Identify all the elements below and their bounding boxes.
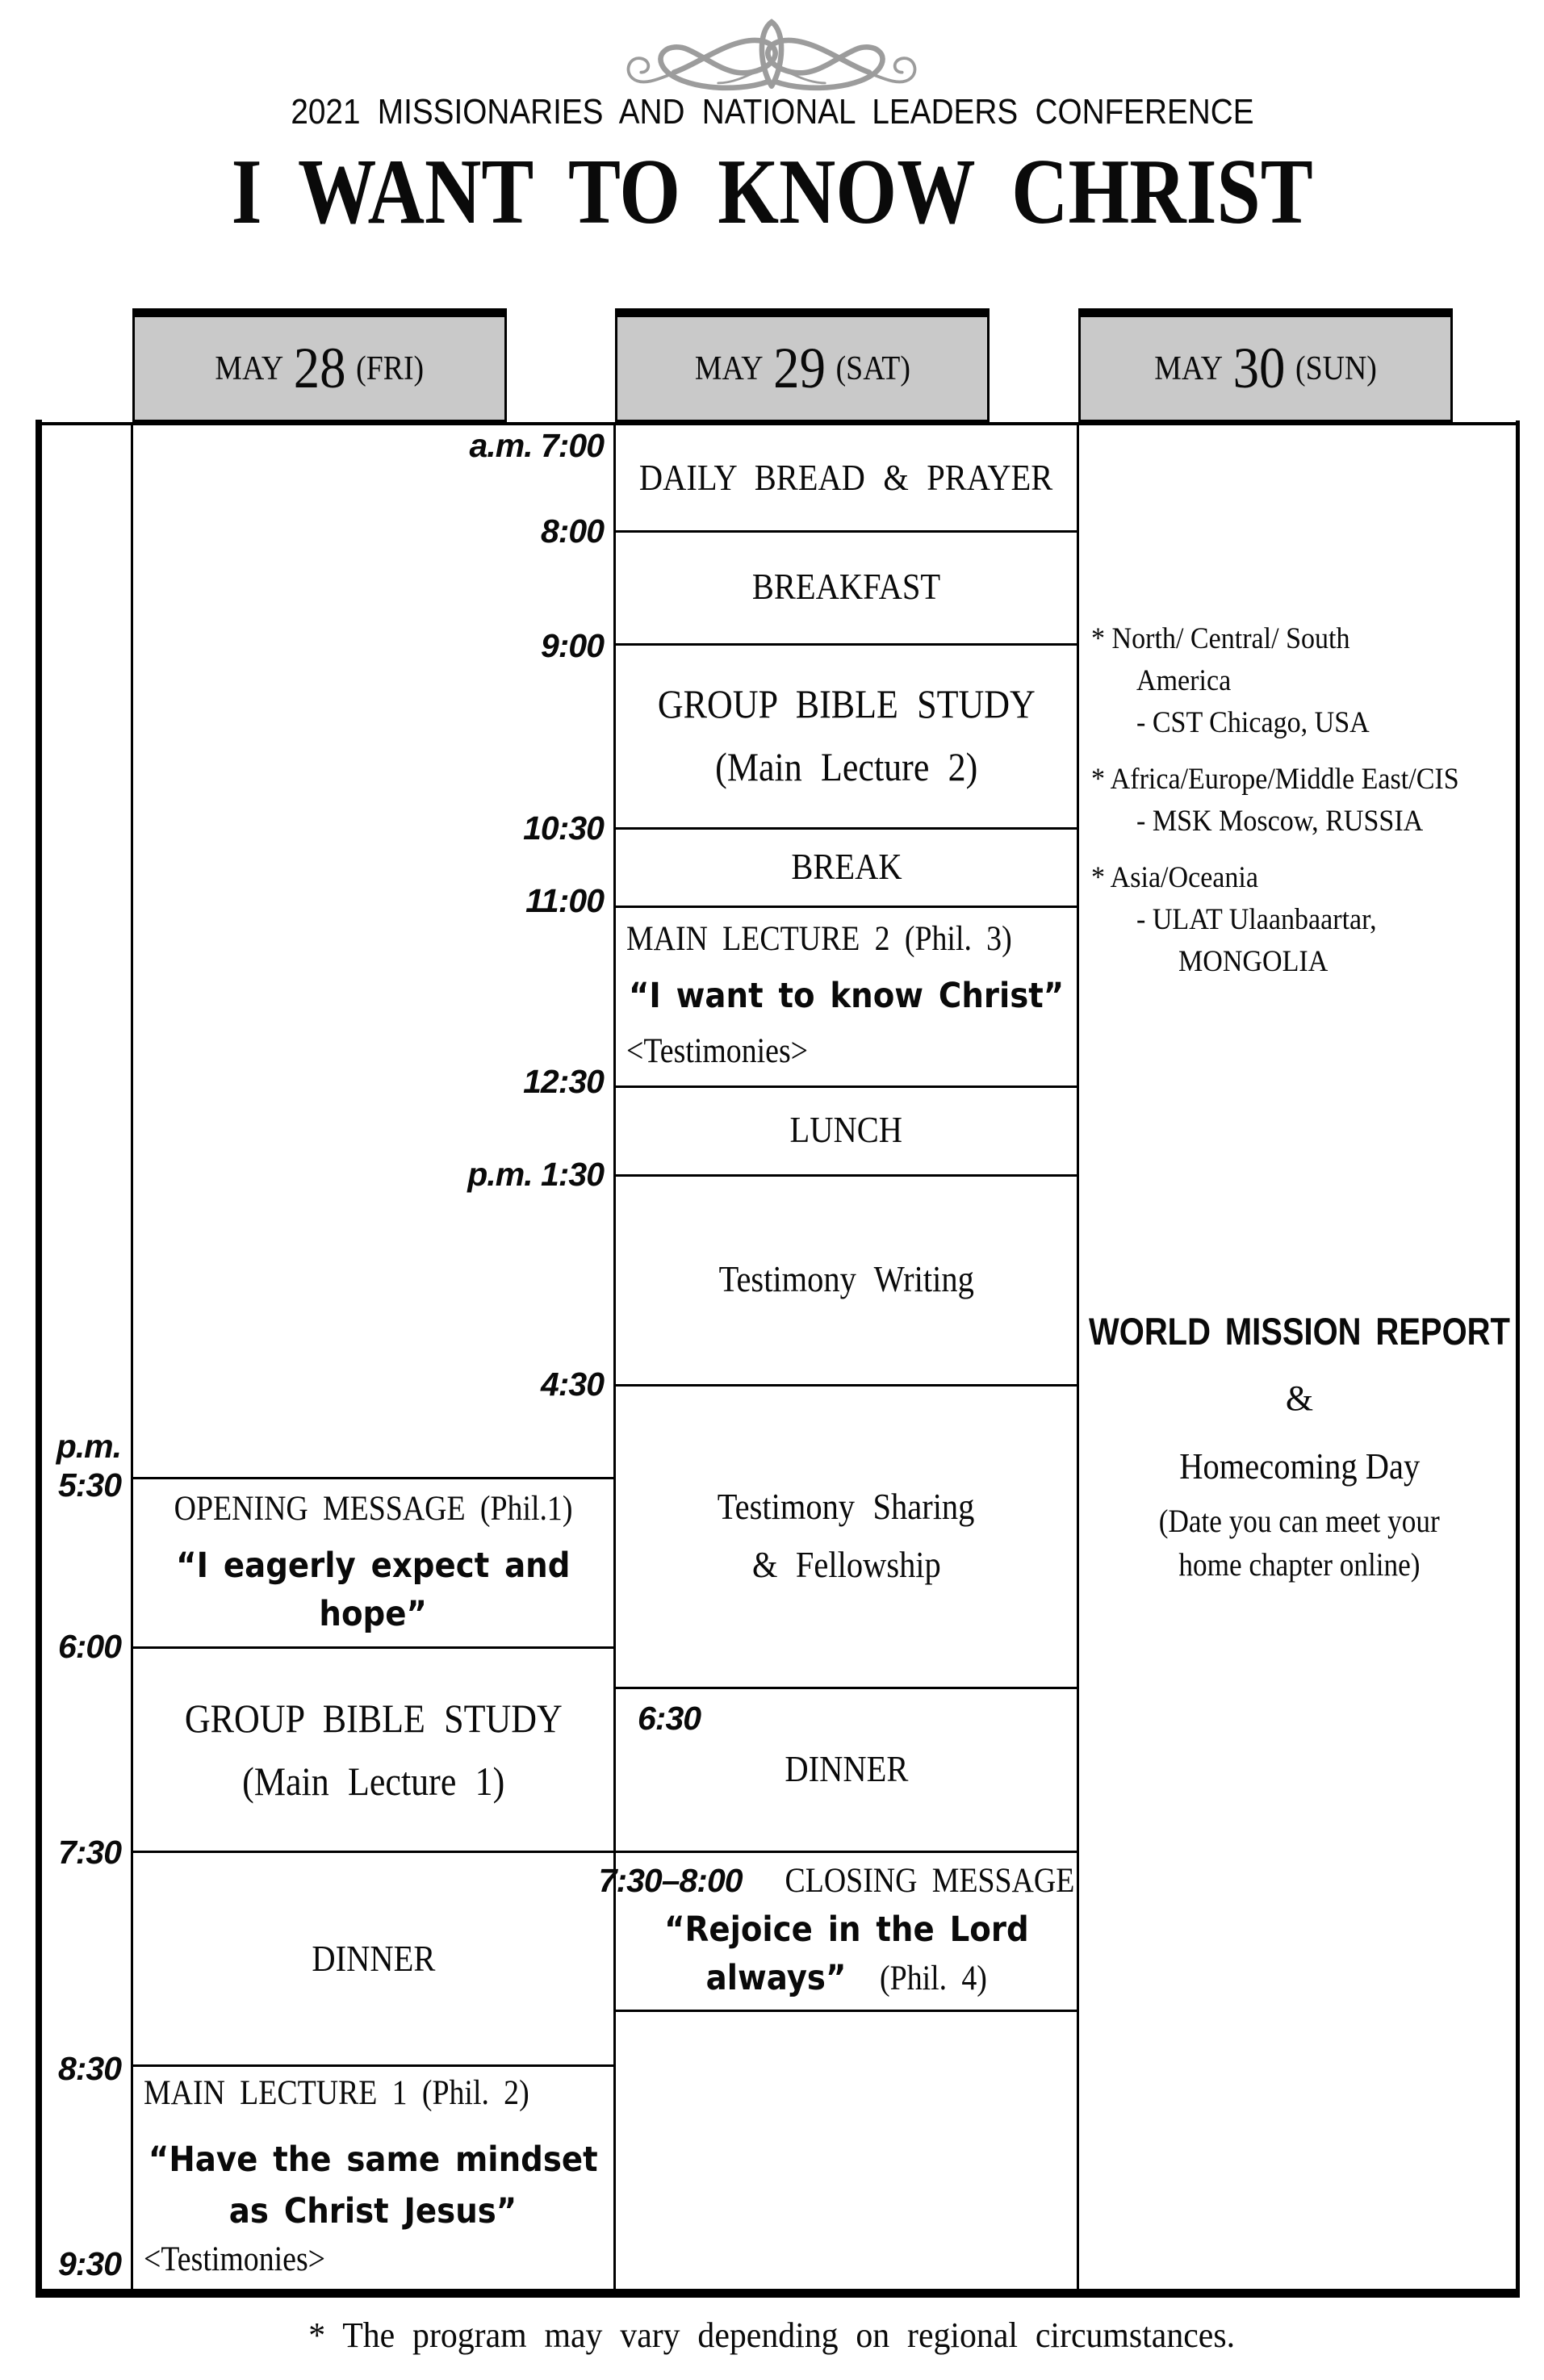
event-quote-end: hope” (319, 1594, 428, 1634)
day-number: 29 (772, 336, 826, 400)
cell-main-lecture-2 (615, 907, 1077, 1084)
day-weekday: (FRI) (356, 349, 425, 387)
day-number: 28 (293, 336, 346, 400)
event-label: BREAK (790, 845, 902, 887)
event-label: CLOSING MESSAGE (785, 1862, 1074, 1900)
time-label-830: 8:30 (57, 2050, 121, 2087)
event-label: Testimony Writing (718, 1258, 974, 1299)
event-label: DINNER (785, 1747, 908, 1789)
time-label-600: 6:00 (57, 1628, 121, 1665)
event-label: BREAKFAST (751, 566, 941, 607)
day-weekday: (SUN) (1295, 349, 1377, 387)
cell-break (615, 829, 1077, 904)
event-sublabel: Homecoming Day (1179, 1445, 1420, 1487)
cell-dinner-may29 (615, 1688, 1077, 1849)
ampersand: & (1285, 1378, 1314, 1418)
day-month: MAY (694, 349, 764, 387)
closing-heading (599, 1859, 1094, 1904)
event-label: WORLD MISSION REPORT (1089, 1310, 1510, 1353)
time-label-730: 7:30 (57, 1834, 121, 1871)
day-header-label (215, 335, 425, 402)
event-note-line1: (Date you can meet your (1159, 1503, 1440, 1539)
table-bottom-border (36, 2289, 1520, 2298)
event-sublabel: (Main Lecture 2) (714, 744, 978, 789)
time-label-730-800: 7:30–8:00 (598, 1862, 743, 1899)
timezone-city: - CST Chicago, USA (1136, 706, 1370, 739)
time-label-1100: 11:00 (525, 882, 604, 919)
closing-quote-line2 (698, 1955, 994, 2001)
event-quote-end: always” (706, 1958, 847, 1998)
table-left-border (36, 420, 42, 2298)
event-label: OPENING MESSAGE (Phil.1) (174, 1490, 573, 1528)
day-header-label (1154, 335, 1377, 402)
cell-lunch (615, 1087, 1077, 1173)
day-month: MAY (215, 349, 284, 387)
time-label-pm-130: p.m. 1:30 (467, 1156, 604, 1193)
flourish-ornament-icon (600, 11, 943, 95)
conference-subtitle: 2021 MISSIONARIES AND NATIONAL LEADERS CONFERENCE (290, 92, 1254, 132)
time-label-430: 4:30 (540, 1366, 604, 1403)
event-sublabel: & Fellowship (751, 1543, 941, 1585)
timezone-city: - MSK Moscow, RUSSIA (1136, 805, 1424, 838)
timezone-region: * Africa/Europe/Middle East/CIS (1091, 763, 1459, 796)
timezone-region: * North/ Central/ South (1091, 622, 1350, 655)
time-label-800: 8:00 (540, 512, 604, 550)
cell-opening-message (132, 1479, 614, 1645)
time-label-pm: p.m. (56, 1428, 121, 1465)
time-label-pm-530 (16, 1427, 121, 1504)
cell-main-lecture-1 (132, 2066, 614, 2287)
event-quote: “Rejoice in the Lord (663, 1909, 1029, 1950)
cell-group-bible-study-1 (132, 1648, 614, 1851)
cell-closing-message (598, 1852, 1077, 2008)
event-label: MAIN LECTURE 1 (Phil. 2) (144, 2074, 529, 2112)
day-weekday: (SAT) (835, 349, 910, 387)
cell-dinner-may28 (132, 1854, 614, 2063)
event-quote-end: as Christ Jesus” (229, 2191, 517, 2232)
day-header-may30 (1078, 308, 1453, 422)
timezone-city: - ULAT Ulaanbaartar, (1136, 903, 1377, 936)
event-quote: “I want to know Christ” (628, 975, 1065, 1016)
event-label: Testimony Sharing (718, 1485, 975, 1527)
event-label: MAIN LECTURE 2 (Phil. 3) (626, 920, 1012, 958)
event-quote: “Have the same mindset (149, 2139, 598, 2180)
event-label: LUNCH (789, 1109, 903, 1150)
timezone-region: * Asia/Oceania (1091, 861, 1258, 894)
cell-testimony-sharing (615, 1386, 1077, 1685)
event-quote: “I eagerly expect and (176, 1546, 571, 1586)
time-label-1230: 12:30 (523, 1063, 604, 1100)
time-label-am-700: a.m. 7:00 (469, 427, 604, 464)
event-reference: (Phil. 4) (879, 1960, 987, 1997)
event-label: GROUP BIBLE STUDY (184, 1695, 563, 1741)
day-month: MAY (1154, 349, 1223, 387)
world-mission-report-block (1082, 1303, 1517, 1587)
time-label-1030: 10:30 (523, 809, 604, 847)
event-label: DINNER (312, 1937, 435, 1979)
event-sublabel: (Main Lecture 1) (241, 1758, 505, 1804)
event-testimonies: <Testimonies> (144, 2240, 326, 2278)
grid-line (613, 2010, 1079, 2012)
time-label-900: 9:00 (540, 627, 604, 664)
day-header-label (694, 335, 910, 402)
day-header-may29 (615, 308, 990, 422)
cell-group-bible-study-2 (615, 645, 1077, 826)
cell-breakfast (615, 532, 1077, 642)
event-note-line2: home chapter online) (1178, 1546, 1421, 1583)
cell-testimony-writing (615, 1176, 1077, 1382)
time-label-530: 5:30 (57, 1466, 121, 1504)
time-label-630: 6:30 (638, 1700, 701, 1737)
time-label-930: 9:30 (57, 2245, 121, 2282)
event-testimonies: <Testimonies> (626, 1032, 809, 1070)
event-label: GROUP BIBLE STUDY (657, 681, 1036, 726)
program-footnote: * The program may vary depending on regional circumstances. (308, 2315, 1236, 2355)
cell-daily-bread-prayer (615, 425, 1077, 530)
day-number: 30 (1232, 336, 1286, 400)
timezone-city-cont: MONGOLIA (1178, 945, 1329, 978)
day-header-may28 (132, 308, 507, 422)
event-label: DAILY BREAD & PRAYER (639, 457, 1053, 498)
timezone-region-cont: America (1136, 664, 1232, 697)
page-title: I WANT TO KNOW CHRIST (231, 140, 1313, 244)
timezone-notes (1091, 618, 1511, 983)
